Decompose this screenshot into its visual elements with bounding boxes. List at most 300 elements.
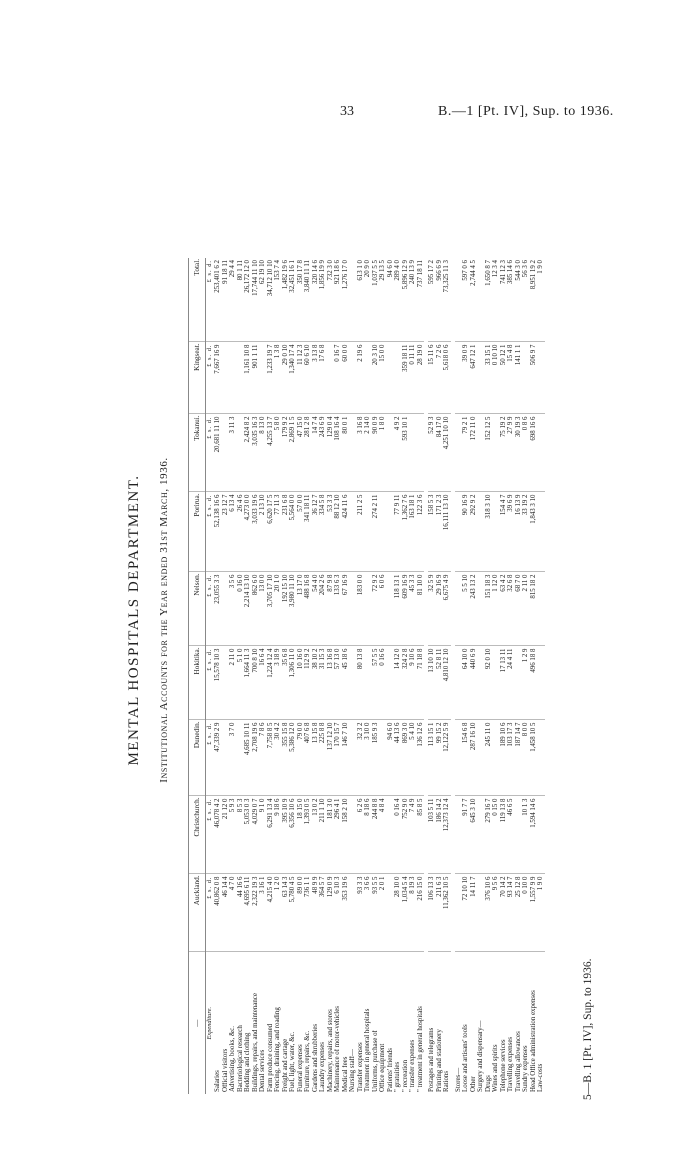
- amount-cell: 8 13 0: [259, 414, 267, 492]
- table-row: [417, 258, 425, 1094]
- amount-cell: 3 10 0: [364, 720, 372, 796]
- table-row: [402, 258, 410, 1094]
- amount-cell: [455, 720, 463, 796]
- amount-cell: 869 3 0: [402, 720, 410, 796]
- row-label: Machinery, repairs, and stores: [326, 1009, 334, 1092]
- amount-cell: [387, 646, 395, 720]
- amount-cell: 63 4 2: [500, 572, 508, 646]
- table-row: [274, 258, 282, 1094]
- amount-cell: 376 10 6: [485, 874, 493, 952]
- amount-cell: 39 6 9: [507, 492, 515, 572]
- amount-cell: 1,843 3 10: [530, 492, 538, 572]
- amount-cell: 23 12 7: [222, 492, 230, 572]
- amount-cell: 20 3 10: [372, 342, 380, 414]
- amount-cell: 48 9 9: [312, 874, 320, 952]
- amount-cell: 5 4 10: [409, 720, 417, 796]
- units-label: £ s. d.: [206, 572, 215, 646]
- amount-cell: 966 6 9: [436, 258, 444, 342]
- amount-cell: 18 15 0: [297, 796, 305, 874]
- amount-cell: 341 18 11: [304, 492, 312, 572]
- amount-cell: 46 6 5: [507, 796, 515, 874]
- amount-cell: 186 14 2: [436, 796, 444, 874]
- amount-cell: 225 8 8: [319, 720, 327, 796]
- amount-cell: 243 6 9: [319, 414, 327, 492]
- amount-cell: 93 14 7: [507, 874, 515, 952]
- row-label: Loose and artisans' tools: [462, 1024, 469, 1092]
- amount-cell: [349, 874, 357, 952]
- amount-cell: 92 0 10: [485, 646, 493, 720]
- row-label: Fuel, light, water, &c.: [289, 1031, 296, 1092]
- amount-cell: 25 12 8: [515, 874, 523, 952]
- table-row: [244, 258, 252, 1094]
- amount-cell: [237, 720, 245, 796]
- amount-cell: 1,557 9 9: [530, 874, 538, 952]
- amount-cell: 17 6 8: [319, 342, 327, 414]
- row-label: Official visitors: [221, 1048, 229, 1092]
- amount-cell: [477, 646, 485, 720]
- column-header-nelson: Nelson.: [189, 572, 206, 646]
- amount-cell: 103 17 3: [507, 720, 515, 796]
- amount-cell: 106 13 3: [428, 874, 436, 952]
- amount-cell: [477, 414, 485, 492]
- row-label: Telephone services: [499, 1039, 507, 1092]
- row-label: Nursing staff—: [349, 1049, 356, 1092]
- amount-cell: 496 18 8: [530, 646, 538, 720]
- amount-cell: 6 13 4: [229, 492, 237, 572]
- amount-cell: 3 16 8: [357, 414, 365, 492]
- table-row: [387, 258, 395, 1094]
- amount-cell: 506 9 7: [530, 342, 538, 414]
- amount-cell: 20 9 0: [364, 258, 372, 342]
- row-label: Maintenance of motor-vehicles: [334, 1006, 341, 1092]
- amount-cell: 13 0 2: [312, 796, 320, 874]
- amount-cell: 34,712 10 10: [267, 258, 275, 342]
- amount-cell: 5 9 3: [229, 796, 237, 874]
- amount-cell: 7,667 16 9: [214, 342, 222, 414]
- amount-cell: [492, 414, 500, 492]
- table-row: [327, 258, 335, 1094]
- amount-cell: [492, 492, 500, 572]
- amount-cell: 2 11 0: [229, 646, 237, 720]
- amount-cell: 185 9 3: [372, 720, 380, 796]
- page-number: 33: [340, 104, 354, 119]
- running-head: B.—1 [Pt. IV], Sup. to 1936.: [438, 104, 614, 119]
- amount-cell: 60 6 10: [304, 342, 312, 414]
- amount-cell: 13 16 8: [327, 646, 335, 720]
- amount-cell: 67 16 9: [342, 572, 350, 646]
- column-header-total: Total.: [189, 258, 206, 342]
- table-row: [436, 258, 444, 1094]
- amount-cell: [349, 796, 357, 874]
- amount-cell: 736 1 1: [304, 874, 312, 952]
- amount-cell: 70 14 2: [500, 874, 508, 952]
- amount-cell: 741 12 3: [500, 258, 508, 342]
- amount-cell: 45 18 6: [342, 646, 350, 720]
- amount-cell: [477, 492, 485, 572]
- amount-cell: 27 9 9: [507, 414, 515, 492]
- amount-cell: 385 14 6: [507, 258, 515, 342]
- amount-cell: 89 0 0: [297, 874, 305, 952]
- amount-cell: 181 3 0: [327, 796, 335, 874]
- amount-cell: [259, 342, 267, 414]
- table-row: [409, 258, 417, 1094]
- amount-cell: 5,618 0 6: [443, 342, 451, 414]
- row-label: Drugs: [484, 1075, 492, 1092]
- column-header-porirua: Porirua.: [189, 492, 206, 572]
- amount-cell: [379, 720, 387, 796]
- amount-cell: 318 3 10: [485, 492, 493, 572]
- amount-cell: 4 7 0: [229, 874, 237, 952]
- amount-cell: 3 6 6: [364, 874, 372, 952]
- amount-cell: 5,780 4 5: [289, 874, 297, 952]
- amount-cell: 93 3 3: [357, 874, 365, 952]
- amount-cell: 0 8 6: [522, 414, 530, 492]
- amount-cell: 33 19 2: [522, 492, 530, 572]
- amount-cell: 57 0 0: [297, 492, 305, 572]
- amount-cell: [455, 796, 463, 874]
- amount-cell: 77 11 3: [274, 492, 282, 572]
- amount-cell: 244 8 8: [372, 796, 380, 874]
- amount-cell: 7 8 6: [259, 720, 267, 796]
- amount-cell: 136 12 6: [417, 720, 425, 796]
- amount-cell: 324 2 8: [402, 646, 410, 720]
- amount-cell: 15 4 8: [507, 342, 515, 414]
- amount-cell: 3 16 1: [259, 874, 267, 952]
- column-header-hokitika: Hokitika.: [189, 646, 206, 720]
- amount-cell: [515, 646, 523, 720]
- amount-cell: 737 18 11: [417, 258, 425, 342]
- amount-cell: 2,424 8 2: [244, 414, 252, 492]
- amount-cell: 9 1 0: [259, 796, 267, 874]
- amount-cell: 6,291 13 4: [267, 796, 275, 874]
- accounts-table: [188, 258, 545, 1094]
- amount-cell: 292 9 2: [470, 492, 478, 572]
- amount-cell: 151 18 3: [485, 572, 493, 646]
- row-label: Other: [469, 1076, 477, 1092]
- amount-cell: [455, 342, 463, 414]
- amount-cell: [364, 492, 372, 572]
- amount-cell: 99 15 2: [436, 720, 444, 796]
- amount-cell: 0 16 0: [237, 572, 245, 646]
- amount-cell: 359 18 11: [402, 342, 410, 414]
- amount-cell: 119 13 8: [500, 796, 508, 874]
- table-row: [334, 258, 342, 1094]
- amount-cell: 3,705 17 10: [267, 572, 275, 646]
- amount-cell: 3,980 11 10: [289, 572, 297, 646]
- amount-cell: [364, 342, 372, 414]
- amount-cell: 1,458 10 5: [530, 720, 538, 796]
- amount-cell: 32,451 16 1: [289, 258, 297, 342]
- table-row: [304, 258, 312, 1094]
- amount-cell: 0 15 0: [492, 796, 500, 874]
- row-label: " transfer expenses: [409, 1039, 416, 1092]
- row-label: Printing and stationery: [435, 1029, 443, 1092]
- amount-cell: [455, 258, 463, 342]
- table-row: [357, 258, 365, 1094]
- table-row: [462, 258, 470, 1094]
- column-header-kingseat: Kingseat.: [189, 342, 206, 414]
- amount-cell: 36 12 7: [312, 492, 320, 572]
- amount-cell: 1,856 19 9: [319, 258, 327, 342]
- amount-cell: [349, 646, 357, 720]
- amount-cell: 1 3 8: [274, 342, 282, 414]
- amount-cell: [349, 720, 357, 796]
- amount-cell: 57 13 0: [334, 646, 342, 720]
- amount-cell: 81 10 0: [417, 572, 425, 646]
- row-label: Law-costs: [537, 1063, 544, 1092]
- amount-cell: 0 16 6: [379, 646, 387, 720]
- amount-cell: 3,033 19 6: [252, 492, 260, 572]
- amount-cell: 2 11 0: [522, 572, 530, 646]
- amount-cell: 5,053 0 3: [244, 796, 252, 874]
- amount-cell: 64 10 0: [462, 646, 470, 720]
- amount-cell: [364, 646, 372, 720]
- amount-cell: [455, 874, 463, 952]
- row-label: Advertising, books, &c.: [229, 1025, 236, 1092]
- amount-cell: 5,896 12 9: [402, 258, 410, 342]
- table-row: [282, 258, 290, 1094]
- amount-cell: 52 8 11: [436, 646, 444, 720]
- row-label: Treatment in general hospitals: [364, 1008, 371, 1092]
- row-label: Travelling expenses: [507, 1036, 514, 1092]
- amount-cell: 60 0 0: [342, 342, 350, 414]
- amount-cell: 0 10 10: [492, 342, 500, 414]
- amount-cell: 2,708 19 6: [252, 720, 260, 796]
- amount-cell: 12 3 4: [492, 258, 500, 342]
- amount-cell: [537, 342, 545, 414]
- row-label: " recreation: [401, 1059, 409, 1092]
- amount-cell: 2,744 4 5: [470, 258, 478, 342]
- amount-cell: 6 10 3: [334, 874, 342, 952]
- row-label: Surgery and dispensary—: [477, 1020, 484, 1092]
- amount-cell: 1 2 9: [522, 646, 530, 720]
- table-row: [537, 258, 545, 1094]
- amount-cell: 17,744 11 10: [252, 258, 260, 342]
- amount-cell: 1,233 19 7: [267, 342, 275, 414]
- amount-cell: 0 16 7: [334, 342, 342, 414]
- amount-cell: 488 16 8: [304, 572, 312, 646]
- amount-cell: 57 5 5: [372, 646, 380, 720]
- amount-cell: 8 5 3: [237, 796, 245, 874]
- amount-cell: [522, 342, 530, 414]
- amount-cell: 1,362 7 6: [402, 492, 410, 572]
- amount-cell: 2 13 10: [259, 492, 267, 572]
- amount-cell: 216 15 0: [417, 874, 425, 952]
- amount-cell: 183 0 0: [357, 572, 365, 646]
- amount-cell: [364, 572, 372, 646]
- column-header-christchurch: Christchurch.: [189, 796, 206, 874]
- amount-cell: 71 18 8: [417, 646, 425, 720]
- amount-cell: 5,564 0 0: [289, 492, 297, 572]
- amount-cell: 1,340 17 4: [289, 342, 297, 414]
- amount-cell: 6,356 10 6: [289, 796, 297, 874]
- amount-cell: 112 9 2: [304, 646, 312, 720]
- amount-cell: 245 11 0: [485, 720, 493, 796]
- section-title: Expenditure.: [206, 1006, 214, 1040]
- amount-cell: 72 9 2: [372, 572, 380, 646]
- amount-cell: 129 0 9: [327, 874, 335, 952]
- units-label: £ s. d.: [206, 874, 215, 952]
- amount-cell: [537, 646, 545, 720]
- amount-cell: 3 18 9: [274, 646, 282, 720]
- amount-cell: 26 4 6: [237, 492, 245, 572]
- amount-cell: 752 9 0: [402, 796, 410, 874]
- table-title: Institutional Accounts for the Year ended 31st March, 1936.: [158, 457, 170, 783]
- table-row: [500, 258, 508, 1094]
- amount-cell: 75 19 2: [500, 414, 508, 492]
- table-row: [252, 258, 260, 1094]
- amount-cell: [537, 720, 545, 796]
- amount-cell: 152 12 5: [485, 414, 493, 492]
- amount-cell: 1 9 0: [537, 874, 545, 952]
- amount-cell: 2,322 19 3: [252, 874, 260, 952]
- amount-cell: 5 8 0: [274, 414, 282, 492]
- amount-cell: 20,681 11 10: [214, 414, 222, 492]
- row-label: Medical fees: [341, 1056, 349, 1092]
- amount-cell: 88 12 10: [334, 492, 342, 572]
- amount-cell: [455, 572, 463, 646]
- amount-cell: 170 15 7: [334, 720, 342, 796]
- amount-cell: 1,276 17 0: [342, 258, 350, 342]
- amount-cell: 91 7 7: [462, 796, 470, 874]
- amount-cell: 647 12 1: [470, 342, 478, 414]
- amount-cell: 1,037 5 5: [372, 258, 380, 342]
- row-label: Bedding and clothing: [244, 1032, 251, 1092]
- amount-cell: 13 17 0: [297, 572, 305, 646]
- amount-cell: 287 16 10: [470, 720, 478, 796]
- table-row: [394, 258, 402, 1094]
- amount-cell: 94 6 0: [387, 258, 395, 342]
- amount-cell: 87 9 8: [327, 572, 335, 646]
- amount-cell: 90 16 9: [462, 492, 470, 572]
- units-label: £ s. d.: [206, 414, 215, 492]
- amount-cell: [477, 720, 485, 796]
- amount-cell: 3,035 16 3: [252, 414, 260, 492]
- amount-cell: [222, 342, 230, 414]
- table-row: [443, 258, 451, 1094]
- table-row: [349, 258, 357, 1094]
- amount-cell: [387, 414, 395, 492]
- amount-cell: [455, 414, 463, 492]
- amount-cell: [537, 414, 545, 492]
- row-label: Rations: [443, 1070, 450, 1092]
- amount-cell: 364 5 7: [319, 874, 327, 952]
- amount-cell: 137 12 10: [327, 720, 335, 796]
- amount-cell: 6 0 6: [379, 572, 387, 646]
- amount-cell: 395 10 9: [282, 796, 290, 874]
- units-row: [206, 258, 215, 1094]
- column-header-tokanui: Tokanui.: [189, 414, 206, 492]
- amount-cell: 15 11 6: [428, 342, 436, 414]
- amount-cell: 77 9 11: [394, 492, 402, 572]
- amount-cell: 44 13 6: [394, 720, 402, 796]
- amount-cell: 46,078 4 2: [214, 796, 222, 874]
- table-row: [267, 258, 275, 1094]
- amount-cell: [349, 572, 357, 646]
- amount-cell: 1,650 8 7: [485, 258, 493, 342]
- amount-cell: [327, 342, 335, 414]
- amount-cell: [492, 646, 500, 720]
- amount-cell: 609 16 9: [402, 572, 410, 646]
- amount-cell: 1 9 0: [537, 258, 545, 342]
- amount-cell: 3 13 8: [312, 342, 320, 414]
- amount-cell: 4,273 0 0: [244, 492, 252, 572]
- amount-cell: 211 1 10: [319, 796, 327, 874]
- amount-cell: 2 0 1: [379, 874, 387, 952]
- amount-cell: 122 3 6: [417, 492, 425, 572]
- amount-cell: [387, 492, 395, 572]
- amount-cell: [477, 796, 485, 874]
- row-label: Stores—: [454, 1067, 462, 1092]
- table-body: [206, 258, 545, 1094]
- amount-cell: 153 7 4: [274, 258, 282, 342]
- amount-cell: 698 16 6: [530, 414, 538, 492]
- amount-cell: 84 17 0: [436, 414, 444, 492]
- amount-cell: 4,685 10 11: [244, 720, 252, 796]
- amount-cell: 189 10 6: [500, 720, 508, 796]
- amount-cell: 8,951 19 2: [530, 258, 538, 342]
- amount-cell: 20 1 0: [274, 572, 282, 646]
- amount-cell: 29 16 9: [436, 572, 444, 646]
- row-label: Farm produce consumed: [266, 1023, 274, 1092]
- row-label: Furniture, repairs, &c.: [304, 1030, 311, 1092]
- amount-cell: 73,325 11 3: [443, 258, 451, 342]
- row-label: Postages and telegrams: [428, 1027, 435, 1092]
- row-label: Travelling allowances: [514, 1031, 522, 1092]
- row-label: " treatment in general hospitals: [416, 1006, 424, 1092]
- amount-cell: 29 13 5: [379, 258, 387, 342]
- amount-cell: 45 3 3: [409, 572, 417, 646]
- amount-cell: [387, 874, 395, 952]
- table-row: [229, 258, 237, 1094]
- amount-cell: 17 13 11: [500, 646, 508, 720]
- amount-cell: 129 0 4: [327, 414, 335, 492]
- table-row: [455, 258, 463, 1094]
- amount-cell: 274 2 11: [372, 492, 380, 572]
- amount-cell: 7 4 9: [409, 796, 417, 874]
- amount-cell: 72 10 10: [462, 874, 470, 952]
- amount-cell: 14 12 0: [394, 646, 402, 720]
- amount-cell: 21 12 0: [222, 796, 230, 874]
- row-label: Freight and cartage: [281, 1038, 289, 1092]
- amount-cell: 440 6 9: [470, 646, 478, 720]
- amount-cell: 54 4 0: [312, 572, 320, 646]
- amount-cell: [349, 492, 357, 572]
- amount-cell: 14 7 4: [312, 414, 320, 492]
- amount-cell: 56 3 6: [522, 258, 530, 342]
- amount-cell: 158 5 3: [428, 492, 436, 572]
- row-label: Buildings, repairs, and maintenance: [251, 993, 259, 1092]
- amount-cell: [477, 874, 485, 952]
- amount-cell: 355 15 8: [282, 720, 290, 796]
- table-row: [507, 258, 515, 1094]
- amount-cell: 15,578 10 3: [214, 646, 222, 720]
- amount-cell: 1 2 0: [274, 874, 282, 952]
- amount-cell: [379, 492, 387, 572]
- amount-cell: [222, 414, 230, 492]
- amount-cell: 407 6 8: [304, 720, 312, 796]
- amount-cell: [394, 342, 402, 414]
- amount-cell: [229, 342, 237, 414]
- amount-cell: 4,695 6 11: [244, 874, 252, 952]
- amount-cell: 544 3 0: [515, 258, 523, 342]
- amount-cell: 32 6 8: [507, 572, 515, 646]
- table-row: [312, 258, 320, 1094]
- amount-cell: 103 5 11: [428, 796, 436, 874]
- amount-cell: [222, 572, 230, 646]
- amount-cell: 47 15 0: [297, 414, 305, 492]
- row-label: Wines and spirits: [492, 1044, 499, 1092]
